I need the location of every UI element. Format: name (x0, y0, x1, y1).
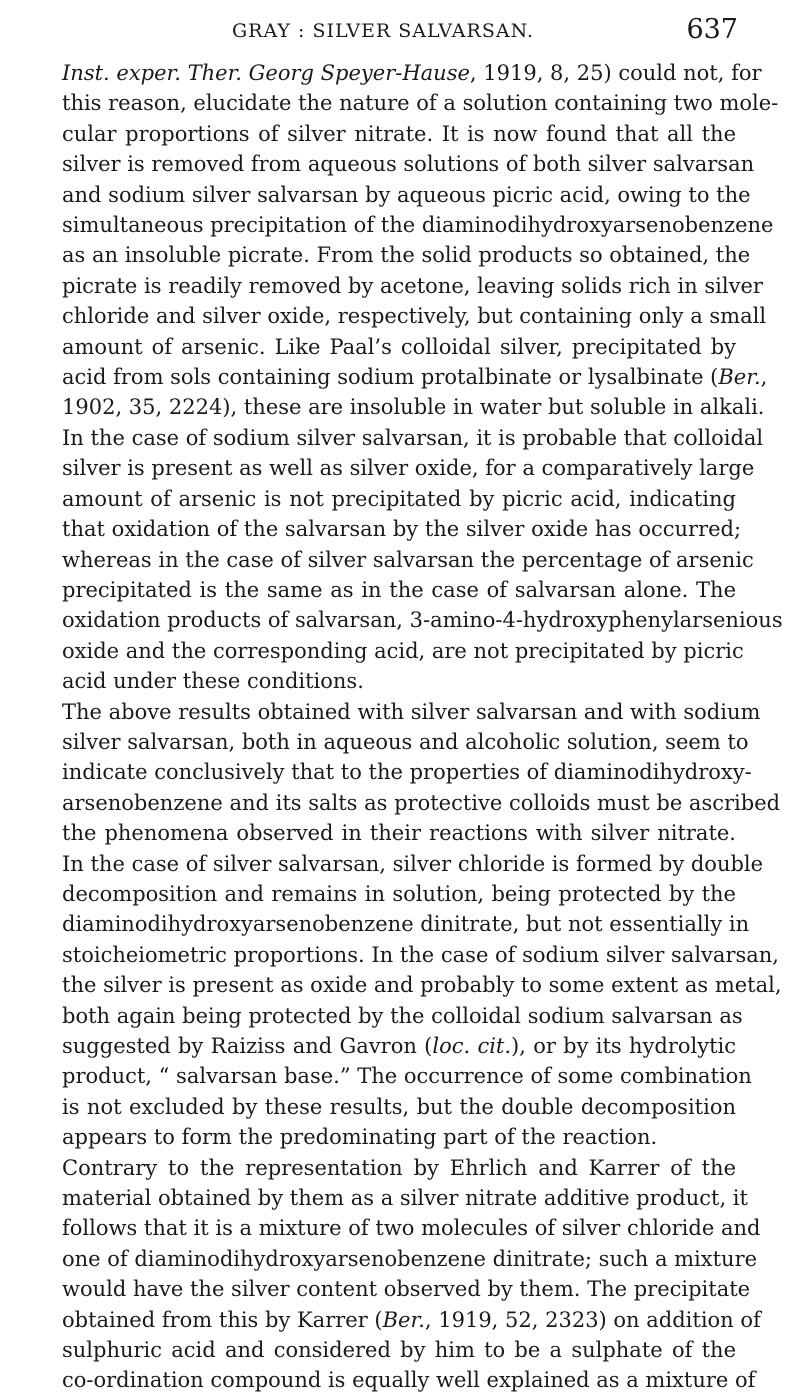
text-line: the phenomena observed in their reactions with silver nitrate. (62, 821, 736, 846)
page-number: 637 (686, 14, 738, 45)
text-line: picrate is readily removed by acetone, leaving solids rich in silver (62, 273, 763, 298)
text-line: decomposition and remains in solution, being protected by the (62, 881, 736, 906)
text-line: Contrary to the representation by Ehrlich and Karrer of the (62, 1155, 736, 1180)
text-line: Inst. exper. Ther. Georg Speyer-Hause, 1919, 8, 25) could not, for (62, 61, 762, 85)
text-line: precipitated is the same as in the case of salvarsan alone. The (62, 577, 736, 602)
text-line: sulphuric acid and considered by him to be a sulphate of the (62, 1338, 736, 1363)
text-line: The above results obtained with silver salvarsan and with sodium (62, 699, 761, 724)
text-line: is not excluded by these results, but the double decomposition (62, 1094, 736, 1119)
text-line: simultaneous precipitation of the diaminodihydroxyarsenobenzene (62, 213, 774, 238)
text-line: amount of arsenic is not precipitated by picric acid, indicating (62, 486, 736, 511)
text-line: both again being protected by the colloidal sodium salvarsan as (62, 1003, 743, 1028)
text-line: silver salvarsan, both in aqueous and alcoholic solution, seem to (62, 729, 749, 754)
text-line: oxide and the corresponding acid, are not precipitated by picric (62, 638, 744, 663)
text-line: oxidation products of salvarsan, 3-amino-4-hydroxyphenylarsenious (62, 608, 783, 633)
text-line: one of diaminodihydroxyarsenobenzene dinitrate; such a mixture (62, 1246, 758, 1271)
text-line: material obtained by them as a silver nitrate additive product, it (62, 1186, 748, 1211)
paragraph (62, 58, 779, 423)
running-header (60, 14, 738, 44)
text-line: appears to form the predominating part of the reaction. (62, 1125, 658, 1150)
text-line: acid from sols containing sodium protalbinate or lysalbinate (Ber., (62, 365, 768, 390)
text-line: the silver is present as oxide and probably to some extent as metal, (62, 973, 782, 998)
text-line: indicate conclusively that to the properties of diaminodihydroxy- (62, 760, 752, 785)
text-line: product, “ salvarsan base.” The occurrence of some combination (62, 1064, 752, 1089)
text-line: silver is removed from aqueous solutions of both silver salvarsan (62, 152, 755, 177)
text-line: In the case of sodium silver salvarsan, it is probable that colloidal (62, 425, 764, 450)
text-line: co-ordination compound is equally well explained as a mixture of (62, 1368, 756, 1393)
text-line: In the case of silver salvarsan, silver chloride is formed by double (62, 851, 764, 876)
text-line: as an insoluble picrate. From the solid products so obtained, the (62, 243, 751, 268)
text-line: obtained from this by Karrer (Ber., 1919, 52, 2323) on addition of (62, 1307, 761, 1332)
article-body (62, 58, 783, 1396)
paragraph (62, 423, 783, 697)
text-line: silver is present as well as silver oxide, for a comparatively large (62, 456, 755, 481)
running-title: GRAY : SILVER SALVARSAN. (232, 20, 535, 42)
text-line: chloride and silver oxide, respectively, but containing only a small (62, 304, 767, 329)
text-line: would have the silver content observed by them. The precipitate (62, 1277, 751, 1302)
text-line: cular proportions of silver nitrate. It is now found that all the (62, 121, 736, 146)
text-line: follows that it is a mixture of two molecules of silver chloride and (62, 1216, 761, 1241)
paragraph (62, 1153, 761, 1396)
text-line: suggested by Raiziss and Gavron (loc. cit.), or by its hydrolytic (62, 1034, 736, 1058)
text-line: and sodium silver salvarsan by aqueous picric acid, owing to the (62, 182, 751, 207)
text-line: stoicheiometric proportions. In the case of sodium silver salvarsan, (62, 942, 779, 967)
text-line: this reason, elucidate the nature of a solution containing two mole- (62, 91, 779, 116)
text-line: diaminodihydroxyarsenobenzene dinitrate, but not essentially in (62, 912, 750, 937)
text-line: amount of arsenic. Like Paal’s colloidal silver, precipitated by (62, 334, 736, 359)
text-line: 1902, 35, 2224), these are insoluble in water but soluble in alkali. (62, 395, 765, 420)
text-line: acid under these conditions. (62, 669, 364, 694)
text-line: whereas in the case of silver salvarsan the percentage of arsenic (62, 547, 754, 572)
text-line: that oxidation of the salvarsan by the silver oxide has occurred; (62, 517, 742, 542)
paragraph (62, 697, 782, 1153)
text-line: arsenobenzene and its salts as protective colloids must be ascribed (62, 790, 781, 815)
